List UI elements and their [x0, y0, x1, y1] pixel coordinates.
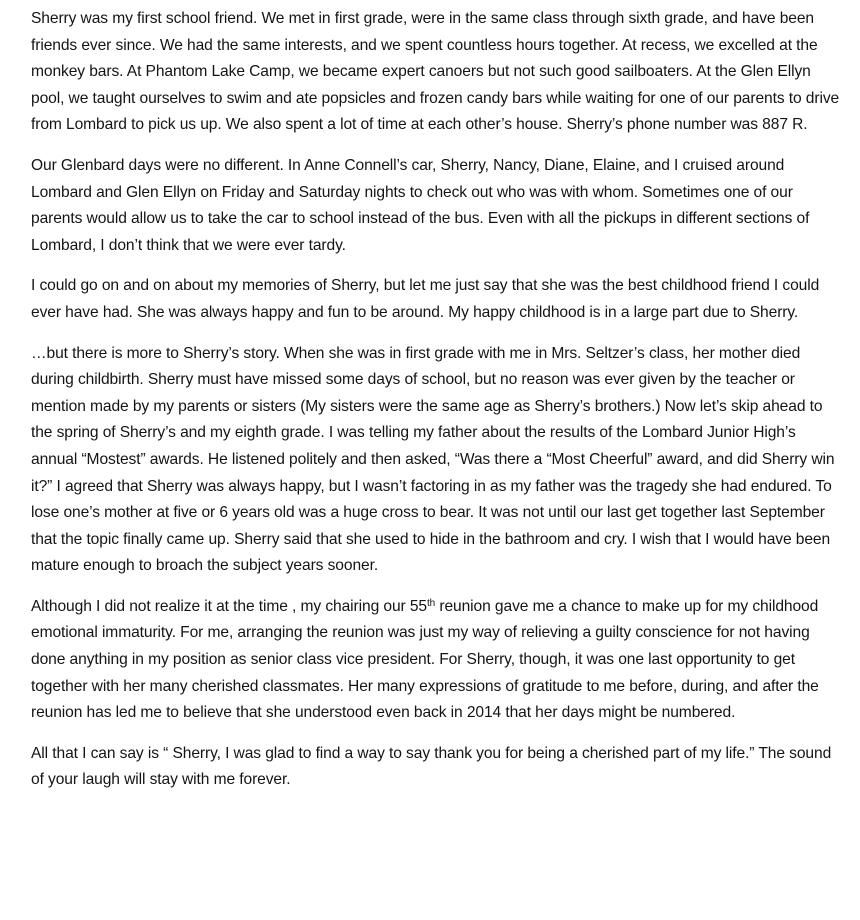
ordinal-suffix: th: [427, 597, 436, 609]
paragraph-memories: I could go on and on about my memories of Sherry, but let me just say that she was the best childhood friend I could ever have had. She was always happy and fun to be around. My happy childhood is in a large part due to Sherry.: [31, 277, 820, 321]
paragraph-reunion: [31, 594, 843, 727]
paragraph-first-friend: Sherry was my first school friend. We met in first grade, were in the same class through sixth grade, and have been friends ever since. We had the same interests, and we spent countless hours together. At recess, we excelled at the monkey bars. At Phantom Lake Camp, we became expert canoers but not such good sailboaters. At the Glen Ellyn pool, we taught ourselves to swim and ate popsicles and frozen candy bars while waiting for one of our parents to drive from Lombard to pick us up. We also spent a lot of time at each other’s house. Sherry’s phone number was 887 R.: [31, 10, 840, 134]
paragraph-closing: All that I can say is “ Sherry, I was glad to find a way to say thank you for being a cherished part of my life.” The sound of your laugh will stay with me forever.: [31, 744, 832, 789]
paragraph-glenbard-days: Our Glenbard days were no different. In Anne Connell’s car, Sherry, Nancy, Diane, Elaine, and I cruised around Lombard and Glen Ellyn on Friday and Saturday nights to check out who was with whom. Sometimes one of our parents would allow us to take the car to school instead of the bus. Even with all the pickups in different sections of Lombard, I don’t think that we were ever tardy.: [31, 156, 810, 254]
paragraph-reunion-part-1: Although I did not realize it at the time , my chairing our 55: [31, 597, 427, 615]
document-body: [31, 6, 843, 794]
paragraph-sherrys-story: …but there is more to Sherry’s story. When she was in first grade with me in Mrs. Seltzer’s class, her mother died during childbirth. Sherry must have missed some days of school, but no reason was ever given by the teacher or mention made by my parents or sisters (My sisters were the same age as Sherry’s brothers.) Now let’s skip ahead to the spring of Sherry’s and my eighth grade. I was telling my father about the results of the Lombard Junior High’s annual “Mostest” awards. He listened politely and then asked, “Was there a “Most Cheerful” award, and did Sherry win it?” I agreed that Sherry was always happy, but I wasn’t factoring in as my father was the tragedy she had endured. To lose one’s mother at five or 6 years old was a huge cross to bear. It was not until our last get together last September that the topic finally came up. Sherry said that she used to hide in the bathroom and cry. I wish that I would have been mature enough to broach the subject years sooner.: [31, 344, 835, 575]
paragraph-reunion-part-2: reunion gave me a chance to make up for my childhood emotional immaturity. For me, arranging the reunion was just my way of relieving a guilty conscience for not having done anything in my position as senior class vice president. For Sherry, though, it was one last opportunity to get together with her many cherished classmates. Her many expressions of gratitude to me before, during, and after the reunion has led me to believe that she understood even back in 2014 that her days might be numbered.: [31, 597, 819, 722]
